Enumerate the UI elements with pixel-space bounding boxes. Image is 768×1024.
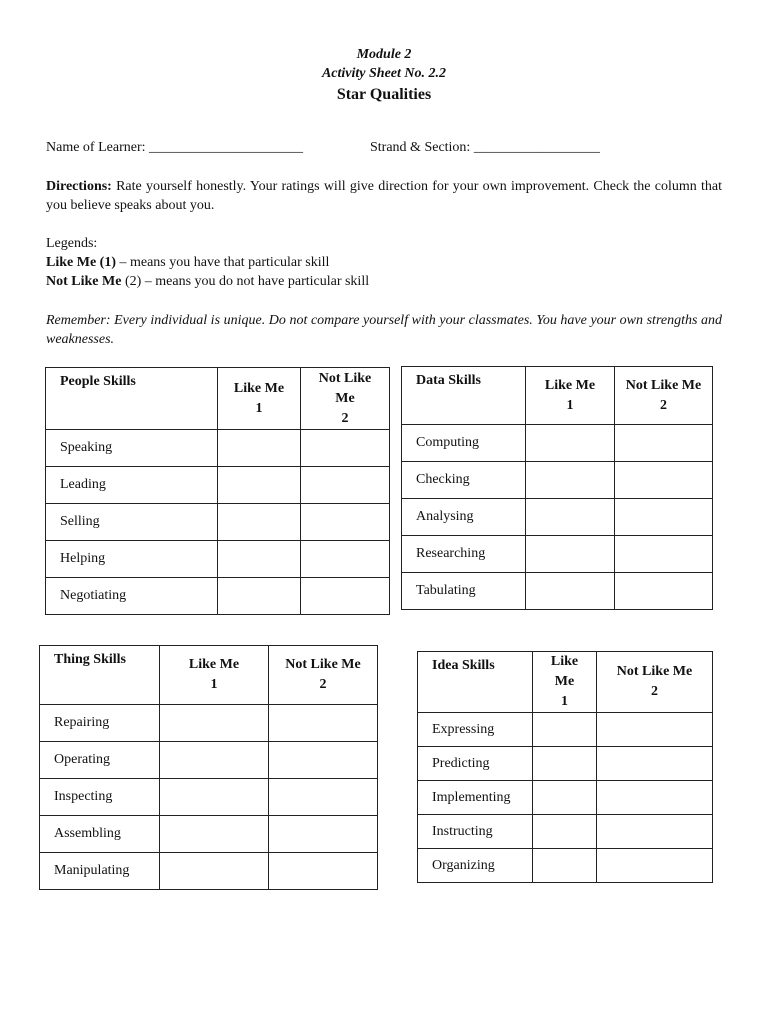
- page-title: Star Qualities: [336, 86, 432, 103]
- skill-name: Leading: [46, 467, 218, 504]
- category-header: People Skills: [46, 368, 218, 430]
- like-me-checkbox-cell[interactable]: [160, 816, 269, 853]
- like-me-checkbox-cell[interactable]: [218, 467, 301, 504]
- directions: [46, 177, 722, 215]
- table-row: [46, 541, 390, 578]
- like-me-number: 1: [255, 400, 263, 416]
- table-row: [46, 578, 390, 615]
- legend-like-term: Like Me (1): [46, 255, 116, 270]
- table-row: [46, 504, 390, 541]
- legend-notlike-num: (2): [121, 274, 142, 289]
- table-row: [402, 499, 713, 536]
- not-like-me-number: 2: [660, 397, 667, 413]
- not-like-me-checkbox-cell[interactable]: [597, 815, 713, 849]
- table-row: [418, 781, 713, 815]
- table-row: [418, 747, 713, 781]
- thing-skills-table: [39, 645, 378, 890]
- directions-label: Directions:: [46, 179, 112, 194]
- table-row: [40, 853, 378, 890]
- table-row: [402, 425, 713, 462]
- legends-heading: Legends:: [46, 236, 98, 251]
- remember-note: Remember: Every individual is unique. Do not compare yourself with your classmates. You have your own strengths and weaknesses.: [46, 313, 722, 347]
- like-me-checkbox-cell[interactable]: [160, 742, 269, 779]
- like-me-header: [533, 652, 597, 713]
- skill-name: Speaking: [46, 430, 218, 467]
- like-me-checkbox-cell[interactable]: [526, 425, 615, 462]
- table-row: [40, 779, 378, 816]
- table-row: [418, 849, 713, 883]
- like-me-number: 1: [566, 397, 574, 413]
- like-me-checkbox-cell[interactable]: [526, 499, 615, 536]
- skill-name: Helping: [46, 541, 218, 578]
- table-header-row: [40, 646, 378, 705]
- not-like-me-header: [597, 652, 713, 713]
- not-like-me-header: [269, 646, 378, 705]
- section-blank: __________________: [473, 140, 600, 155]
- table-row: [40, 816, 378, 853]
- skill-name: Negotiating: [46, 578, 218, 615]
- not-like-me-label: Not Like Me: [616, 664, 693, 679]
- like-me-header: [526, 367, 615, 425]
- table-header-row: [46, 368, 390, 430]
- like-me-checkbox-cell[interactable]: [533, 849, 597, 883]
- category-header: Thing Skills: [40, 646, 160, 705]
- not-like-me-checkbox-cell[interactable]: [615, 462, 713, 499]
- like-me-checkbox-cell[interactable]: [526, 573, 615, 610]
- like-me-label: Like Me: [544, 377, 596, 393]
- skill-name: Researching: [402, 536, 526, 573]
- not-like-me-checkbox-cell[interactable]: [615, 573, 713, 610]
- skill-name: Repairing: [40, 705, 160, 742]
- like-me-checkbox-cell[interactable]: [160, 705, 269, 742]
- skill-name: Predicting: [418, 747, 533, 781]
- like-me-number: 1: [210, 677, 218, 692]
- table-row: [40, 742, 378, 779]
- name-blank: ______________________: [149, 140, 303, 155]
- activity-label: Activity Sheet No. 2.2: [321, 66, 447, 81]
- legend-like: [46, 253, 329, 272]
- not-like-me-checkbox-cell[interactable]: [269, 816, 378, 853]
- not-like-me-header: [615, 367, 713, 425]
- skill-name: Inspecting: [40, 779, 160, 816]
- not-like-me-label: Me: [335, 390, 355, 406]
- table-row: [402, 573, 713, 610]
- section-label: Strand & Section:: [370, 140, 474, 155]
- like-me-checkbox-cell[interactable]: [526, 536, 615, 573]
- table-row: [418, 713, 713, 747]
- legend-like-text: – means you have that particular skill: [115, 255, 330, 270]
- like-me-header: [218, 368, 301, 430]
- like-me-label: Like Me: [188, 657, 240, 672]
- skill-name: Expressing: [418, 713, 533, 747]
- not-like-me-number: 2: [341, 410, 349, 426]
- table-row: [402, 536, 713, 573]
- data-skills-table: [401, 366, 713, 610]
- not-like-me-checkbox-cell[interactable]: [597, 713, 713, 747]
- people-skills-table: [45, 367, 390, 615]
- skill-name: Implementing: [418, 781, 533, 815]
- like-me-checkbox-cell[interactable]: [526, 462, 615, 499]
- legend-notlike-term: Not Like Me: [46, 274, 122, 289]
- skill-name: Selling: [46, 504, 218, 541]
- table-header-row: [418, 652, 713, 713]
- not-like-me-checkbox-cell[interactable]: [269, 742, 378, 779]
- table-row: [46, 430, 390, 467]
- like-me-checkbox-cell[interactable]: [533, 815, 597, 849]
- table-row: [402, 462, 713, 499]
- not-like-me-checkbox-cell[interactable]: [301, 430, 390, 467]
- not-like-me-checkbox-cell[interactable]: [301, 541, 390, 578]
- name-label: Name of Learner:: [46, 140, 149, 155]
- module-label: Module 2: [356, 47, 412, 62]
- like-me-label: Like Me: [233, 380, 285, 396]
- like-me-checkbox-cell[interactable]: [533, 747, 597, 781]
- skill-name: Tabulating: [402, 573, 526, 610]
- table-row: [46, 467, 390, 504]
- category-header: Data Skills: [402, 367, 526, 425]
- like-me-checkbox-cell[interactable]: [218, 504, 301, 541]
- not-like-me-header: [301, 368, 390, 430]
- not-like-me-checkbox-cell[interactable]: [597, 849, 713, 883]
- legend-notlike: [46, 272, 369, 291]
- like-me-checkbox-cell[interactable]: [218, 578, 301, 615]
- skill-name: Organizing: [418, 849, 533, 883]
- not-like-me-checkbox-cell[interactable]: [301, 504, 390, 541]
- skill-name: Instructing: [418, 815, 533, 849]
- not-like-me-checkbox-cell[interactable]: [615, 536, 713, 573]
- like-me-header: [160, 646, 269, 705]
- name-field: [46, 138, 303, 157]
- legend-notlike-text: – means you do not have particular skill: [141, 274, 370, 289]
- not-like-me-checkbox-cell[interactable]: [301, 578, 390, 615]
- skill-name: Computing: [402, 425, 526, 462]
- not-like-me-checkbox-cell[interactable]: [597, 781, 713, 815]
- not-like-me-checkbox-cell[interactable]: [615, 499, 713, 536]
- like-me-checkbox-cell[interactable]: [533, 713, 597, 747]
- skill-name: Assembling: [40, 816, 160, 853]
- not-like-me-number: 2: [319, 677, 327, 692]
- not-like-me-checkbox-cell[interactable]: [615, 425, 713, 462]
- like-me-number: 1: [561, 694, 568, 709]
- like-me-checkbox-cell[interactable]: [160, 853, 269, 890]
- like-me-checkbox-cell[interactable]: [218, 430, 301, 467]
- like-me-label: Me: [554, 674, 575, 689]
- not-like-me-label: Not Like: [318, 370, 372, 386]
- skill-name: Operating: [40, 742, 160, 779]
- like-me-label: Like: [550, 654, 579, 669]
- like-me-checkbox-cell[interactable]: [160, 779, 269, 816]
- like-me-checkbox-cell[interactable]: [218, 541, 301, 578]
- not-like-me-checkbox-cell[interactable]: [301, 467, 390, 504]
- not-like-me-checkbox-cell[interactable]: [269, 853, 378, 890]
- directions-text: Rate yourself honestly. Your ratings will give direction for your own improvement. Check the column that you believe speaks about you.: [46, 179, 722, 213]
- not-like-me-label: Not Like Me: [285, 657, 361, 672]
- not-like-me-checkbox-cell[interactable]: [269, 779, 378, 816]
- like-me-checkbox-cell[interactable]: [533, 781, 597, 815]
- not-like-me-label: Not Like Me: [625, 377, 702, 393]
- skill-name: Manipulating: [40, 853, 160, 890]
- table-row: [418, 815, 713, 849]
- idea-skills-table: [417, 651, 713, 883]
- skill-name: Checking: [402, 462, 526, 499]
- skill-name: Analysing: [402, 499, 526, 536]
- section-field: [370, 138, 600, 157]
- not-like-me-checkbox-cell[interactable]: [597, 747, 713, 781]
- category-header: Idea Skills: [418, 652, 533, 713]
- table-row: [40, 705, 378, 742]
- table-header-row: [402, 367, 713, 425]
- not-like-me-number: 2: [651, 684, 658, 699]
- not-like-me-checkbox-cell[interactable]: [269, 705, 378, 742]
